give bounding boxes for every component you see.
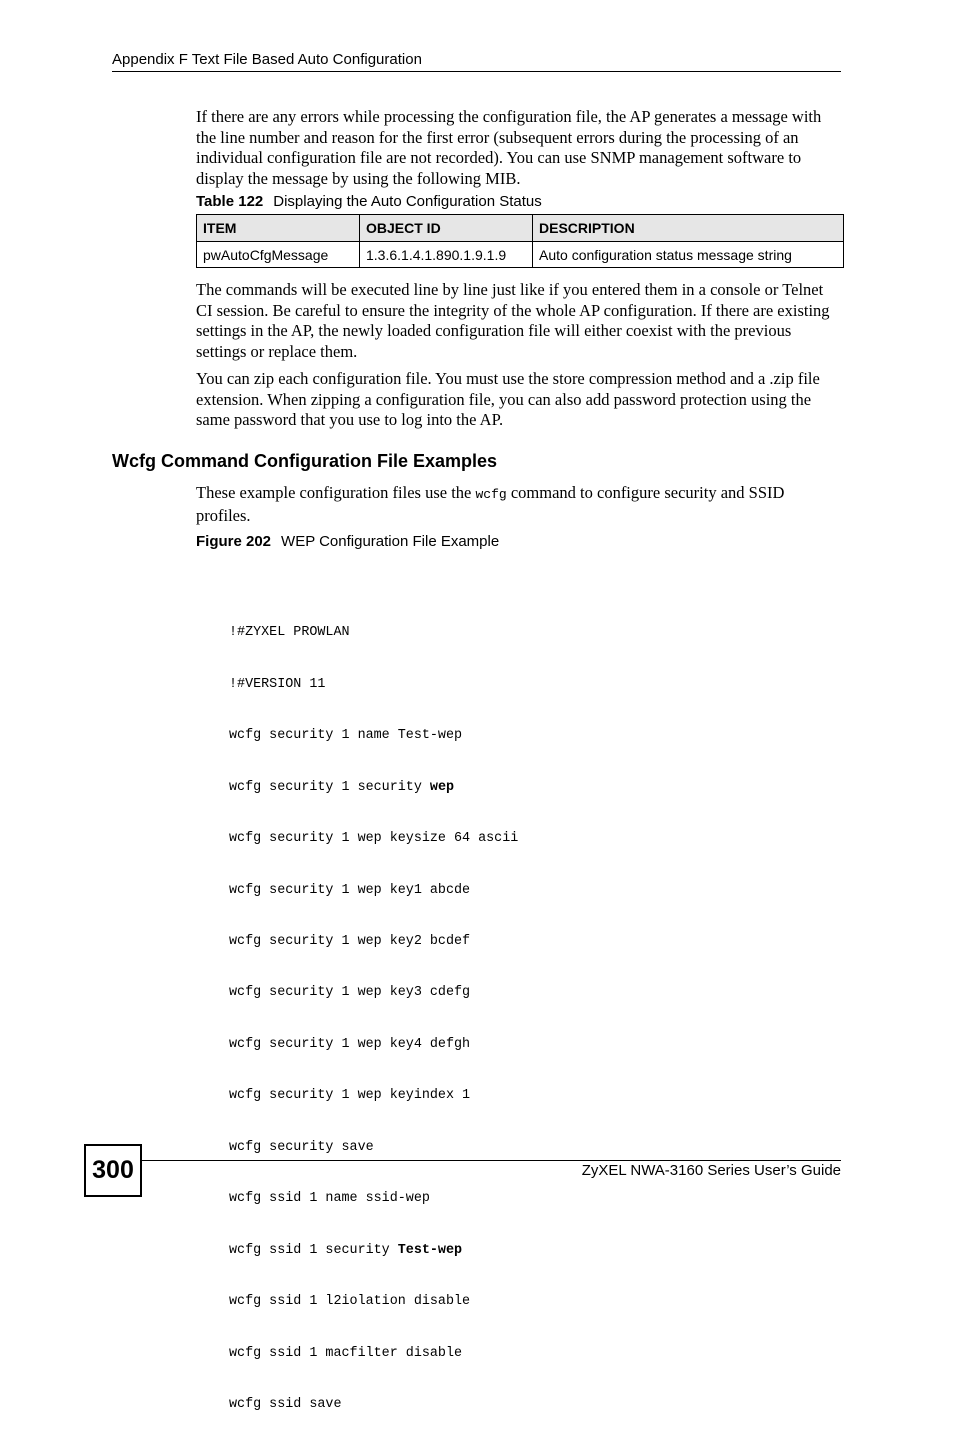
- code-line: wcfg security 1 wep key4 defgh: [229, 1036, 471, 1052]
- table-header-row: [197, 215, 844, 242]
- code-line: wcfg ssid 1 security Test-wep: [229, 1242, 463, 1258]
- code-line: wcfg ssid save: [229, 1397, 342, 1413]
- code-line: wcfg ssid 1 name ssid-wep: [229, 1191, 430, 1207]
- running-header: Appendix F Text File Based Auto Configuration: [112, 51, 422, 68]
- footer-divider: [140, 1160, 841, 1161]
- figure-caption-text: WEP Configuration File Example: [281, 533, 500, 550]
- table-caption-text: Displaying the Auto Configuration Status: [273, 193, 542, 210]
- code-line: wcfg ssid 1 macfilter disable: [229, 1345, 463, 1361]
- table-caption-label: Table 122: [196, 193, 264, 210]
- table-cell-item: pwAutoCfgMessage: [197, 242, 360, 268]
- code-line: wcfg security 1 security wep: [229, 779, 455, 795]
- zip-paragraph: You can zip each configuration file. You must use the store compression method and a .zip file extension. When zipping a configuration file, you can also add password protection using the same password that you use to log into the AP.: [196, 369, 820, 430]
- intro-paragraph: If there are any errors while processing the configuration file, the AP generates a message with the line number and reason for the first error (subsequent errors during the processing of an individual configuration file are not recorded). You can use SNMP management software to display the message by using the following MIB.: [196, 107, 822, 188]
- section-heading: Wcfg Command Configuration File Examples: [112, 451, 498, 471]
- code-line: !#ZYXEL PROWLAN: [229, 625, 350, 641]
- guide-title: ZyXEL NWA-3160 Series User’s Guide: [581, 1162, 841, 1179]
- code-line: wcfg security 1 name Test-wep: [229, 728, 463, 744]
- code-line: wcfg security 1 wep keyindex 1: [229, 1088, 471, 1104]
- table-header-object-id: OBJECT ID: [360, 215, 533, 242]
- config-code-block: [229, 590, 518, 1430]
- figure-caption: [196, 533, 499, 550]
- commands-paragraph: The commands will be executed line by line just like if you entered them in a console or Telnet CI session. Be careful to ensure the integrity of the whole AP configuration. If there are existing settings in the AP, the newly loaded configuration file will either coexist with the previous settings or replace them.: [196, 280, 830, 361]
- table-header-description: DESCRIPTION: [533, 215, 844, 242]
- table-caption: [196, 193, 542, 210]
- wcfg-intro-text: These example configuration files use the: [196, 483, 472, 502]
- table-header-item: ITEM: [197, 215, 360, 242]
- auto-config-status-table: [196, 214, 844, 268]
- page-number: 300: [84, 1144, 142, 1197]
- code-line: wcfg ssid 1 l2iolation disable: [229, 1294, 471, 1310]
- code-line: wcfg security save: [229, 1139, 374, 1155]
- code-line: !#VERSION 11: [229, 676, 326, 692]
- wcfg-intro-paragraph: [196, 483, 842, 526]
- table-row: [197, 242, 844, 268]
- inline-code-wcfg: wcfg: [475, 487, 507, 502]
- header-divider: [112, 71, 841, 72]
- table-cell-object-id: 1.3.6.1.4.1.890.1.9.1.9: [360, 242, 533, 268]
- table-cell-description: Auto configuration status message string: [533, 242, 844, 268]
- code-line: wcfg security 1 wep key2 bcdef: [229, 934, 471, 950]
- wcfg-intro-text-end: command to configure security and SSID profiles.: [196, 483, 785, 525]
- figure-caption-label: Figure 202: [196, 533, 272, 550]
- code-line: wcfg security 1 wep keysize 64 ascii: [229, 831, 519, 847]
- code-line: wcfg security 1 wep key1 abcde: [229, 882, 471, 898]
- code-line: wcfg security 1 wep key3 cdefg: [229, 985, 471, 1001]
